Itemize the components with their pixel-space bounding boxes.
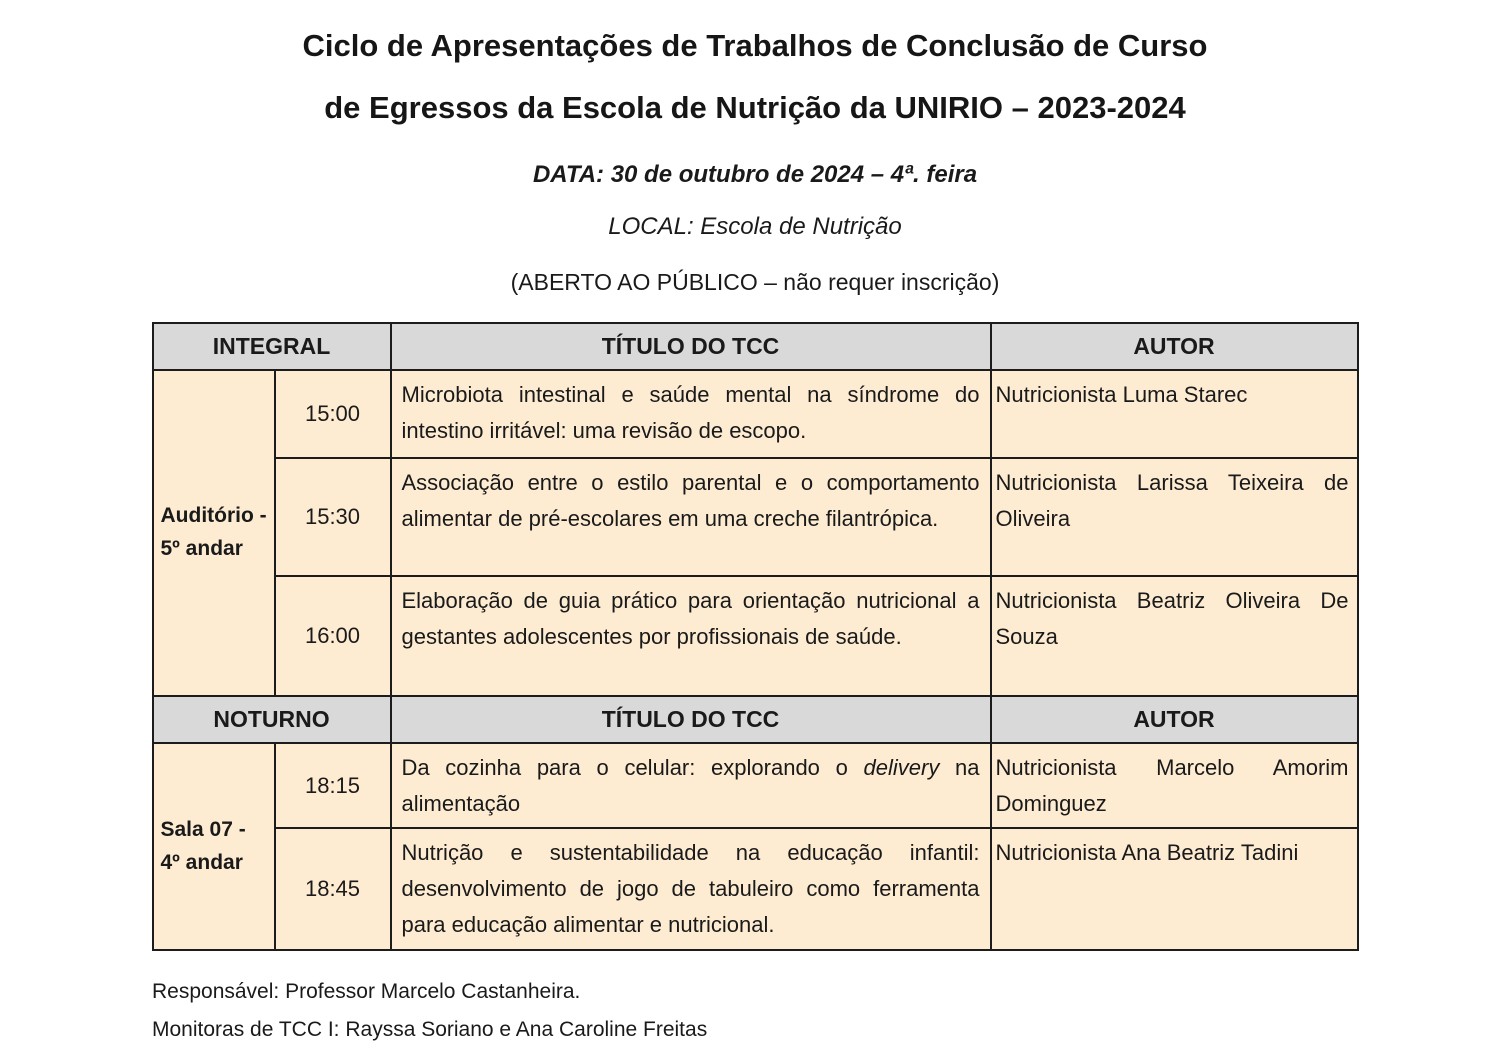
tcc-title-cell: Nutrição e sustentabilidade na educação infantil: desenvolvimento de jogo de tabuleiro como ferramenta para educação alimentar e nutricional. [391, 828, 991, 950]
column-header-titulo: TÍTULO DO TCC [391, 323, 991, 370]
time-cell: 16:00 [275, 576, 391, 696]
table-row [153, 828, 1358, 950]
author-cell: Nutricionista Marcelo Amorim Dominguez [991, 743, 1358, 828]
event-date: DATA: 30 de outubro de 2024 – 4ª. feira [532, 161, 978, 188]
location-cell-sala07: Sala 07 - 4º andar [153, 743, 275, 950]
tcc-title-italic-word: delivery [863, 755, 940, 780]
page-title-line-1: Ciclo de Apresentações de Trabalhos de Conclusão de Curso [302, 28, 1208, 63]
tcc-title-text: Da cozinha para o celular: explorando o [401, 755, 864, 780]
public-notice: (ABERTO AO PÚBLICO – não requer inscrição) [510, 269, 1000, 295]
section-header-integral [153, 323, 1358, 370]
schedule-table [152, 322, 1359, 951]
author-cell: Nutricionista Larissa Teixeira de Oliveira [991, 458, 1358, 576]
time-cell: 18:45 [275, 828, 391, 950]
table-row [153, 458, 1358, 576]
time-cell: 15:30 [275, 458, 391, 576]
location-cell-auditorio: Auditório - 5º andar [153, 370, 275, 696]
column-header-autor: AUTOR [991, 323, 1358, 370]
responsible-line: Responsável: Professor Marcelo Castanheira. [152, 980, 581, 1004]
author-cell: Nutricionista Beatriz Oliveira De Souza [991, 576, 1358, 696]
column-header-autor: AUTOR [991, 696, 1358, 743]
footer [152, 981, 1510, 1040]
tcc-title-cell [391, 743, 991, 828]
table-row [153, 743, 1358, 828]
session-label-noturno: NOTURNO [153, 696, 391, 743]
event-location: LOCAL: Escola de Nutrição [608, 213, 902, 240]
table-row [153, 576, 1358, 696]
time-cell: 15:00 [275, 370, 391, 458]
author-cell: Nutricionista Luma Starec [991, 370, 1358, 458]
section-header-noturno [153, 696, 1358, 743]
time-cell: 18:15 [275, 743, 391, 828]
tcc-title-text: na alimentação [401, 755, 980, 816]
table-row [153, 370, 1358, 458]
page-title-line-2: de Egressos da Escola de Nutrição da UNIRIO – 2023-2024 [324, 90, 1186, 125]
session-label-integral: INTEGRAL [153, 323, 391, 370]
tcc-title-cell: Elaboração de guia prático para orientação nutricional a gestantes adolescentes por profissionais de saúde. [391, 576, 991, 696]
author-cell: Nutricionista Ana Beatriz Tadini [991, 828, 1358, 950]
tcc-title-cell: Associação entre o estilo parental e o comportamento alimentar de pré-escolares em uma creche filantrópica. [391, 458, 991, 576]
tcc-title-cell: Microbiota intestinal e saúde mental na síndrome do intestino irritável: uma revisão de escopo. [391, 370, 991, 458]
column-header-titulo: TÍTULO DO TCC [391, 696, 991, 743]
monitors-line: Monitoras de TCC I: Rayssa Soriano e Ana Caroline Freitas [152, 1018, 708, 1042]
